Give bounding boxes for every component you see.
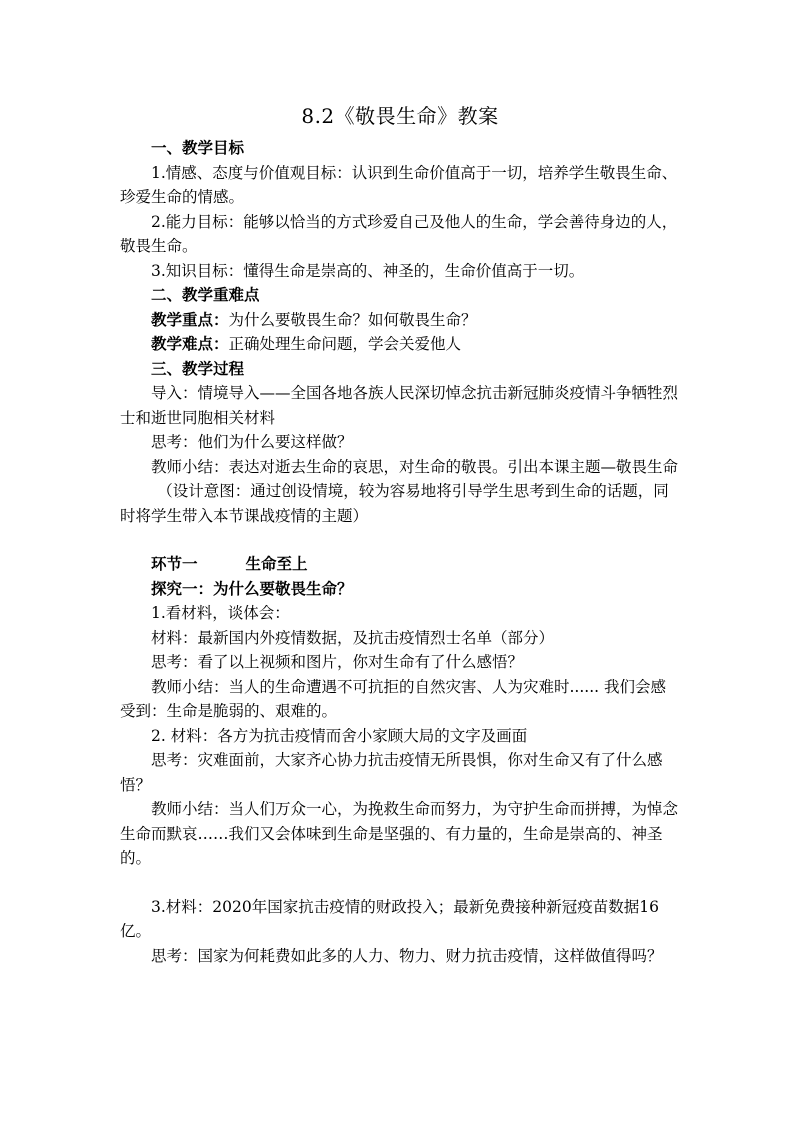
key-point	[120, 308, 680, 333]
think-paragraph-3: 思考：灾难面前，大家齐心协力抗击疫情无所畏惧，你对生命又有了什么感悟？	[120, 751, 663, 794]
document-body	[120, 100, 680, 968]
link-title: 生命至上	[245, 554, 308, 573]
item-2: 2. 材料：各方为抗击疫情而舍小家顾大局的文字及画面	[151, 726, 528, 745]
section-heading-process: 三、教学过程	[151, 358, 245, 378]
key-point-label: 教学重点：	[151, 309, 229, 329]
item-1: 1.看材料，谈体会：	[151, 604, 290, 622]
difficult-point-text: 正确处理生命问题，学会关爱他人	[228, 335, 462, 353]
think-paragraph-4: 思考：国家为何耗费如此多的人力、物力、财力抗击疫情，这样做值得吗？	[151, 946, 663, 965]
section-heading-keypoints: 二、教学重难点	[151, 285, 260, 304]
intro-paragraph: 导入：情境导入——全国各地各族人民深切悼念抗击新冠肺炎疫情斗争牺牲烈士和逝世同胞相关材料	[120, 384, 679, 427]
goal-knowledge: 3.知识目标：懂得生命是崇高的、神圣的，生命价值高于一切。	[151, 261, 585, 280]
material-1: 材料：最新国内外疫情数据，及抗击疫情烈士名单（部分）	[151, 628, 555, 647]
difficult-point-label: 教学难点：	[151, 334, 229, 353]
think-paragraph-2: 思考：看了以上视频和图片，你对生命有了什么感悟？	[151, 653, 524, 671]
summary-paragraph-1: 教师小结：表达对逝去生命的哀思，对生命的敬畏。引出本课主题—敬畏生命	[151, 457, 679, 476]
section-heading-goals: 一、教学目标	[151, 138, 245, 157]
goal-ability: 2.能力目标：能够以恰当的方式珍爱自己及他人的生命，学会善待身边的人，敬畏生命。	[120, 212, 678, 255]
link-label: 环节一	[151, 554, 198, 573]
page-title: 8.2《敬畏生命》教案	[301, 104, 499, 128]
think-paragraph-1: 思考：他们为什么要这样做？	[151, 433, 353, 451]
difficult-point	[120, 332, 680, 357]
design-intent: （设计意图：通过创设情境，较为容易地将引导学生思考到生命的话题，同时将学生带入本节课战疫情的主题）	[120, 482, 669, 525]
key-point-text: 为什么要敬畏生命？如何敬畏生命？	[228, 310, 477, 329]
summary-paragraph-2: 教师小结：当人的生命遭遇不可抗拒的自然灾害、人为灾难时...... 我们会感受到：生命是脆弱的、艰难的。	[120, 677, 666, 720]
item-3: 3.材料：2020年国家抗击疫情的财政投入；最新免费接种新冠疫苗数据16亿。	[120, 897, 659, 940]
summary-paragraph-3: 教师小结：当人们万众一心，为挽救生命而努力，为守护生命而拼搏，为悼念生命而默哀……我们又会体味到生命是坚强的、有力量的，生命是崇高的、神圣的。	[120, 800, 679, 867]
link-heading	[120, 552, 680, 577]
goal-emotion: 1.情感、态度与价值观目标：认识到生命价值高于一切，培养学生敬畏生命、珍爱生命的情感。	[120, 163, 678, 206]
explore-heading-1: 探究一：为什么要敬畏生命？	[151, 578, 353, 598]
